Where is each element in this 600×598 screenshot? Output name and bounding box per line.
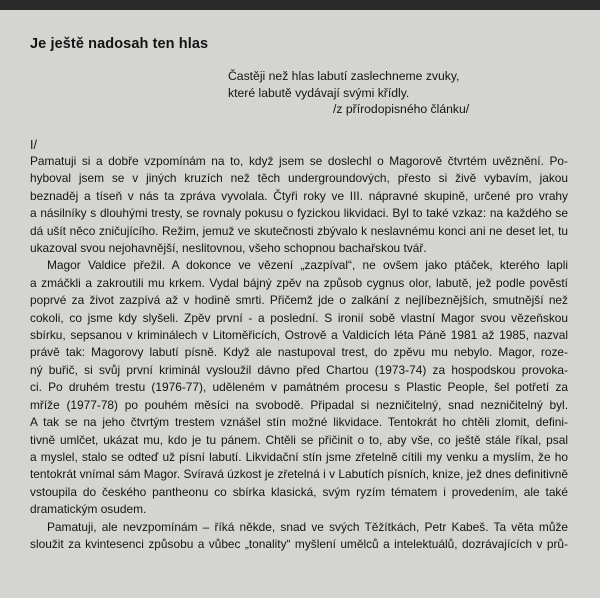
text-line: dramatickým osudem. (30, 502, 147, 517)
paragraph (30, 257, 568, 518)
text-line: tentokrát vnímal sám Magor. Svíravá úzkost je zřetelná i v Labutích písních, knize, jež dnes definitivně (30, 467, 568, 482)
text-line: právě tak: Magorovy labutí písně. Když ale nastupoval trest, do zpěvu mu nebylo. Magor, roze- (30, 345, 568, 360)
text-line: Magor Valdice přežil. A dokonce ve vězení „zazpíval“, ne ovšem jako ptáček, kterého lapli (47, 258, 568, 273)
text-line: tivně umlčet, ukázat mu, kdo je tu pánem. Chtěli se přičinit o to, aby vše, co ještě stále říkal, psal (30, 432, 568, 447)
text-line: ukazoval svou nejohavnější, neslitovnou, všeho schopnou bachařskou tvář. (30, 241, 427, 256)
text-line: hyboval jsem se v jiných kruzích než těch undergroundových, přesto si živě vybavím, jakou (30, 171, 568, 186)
text-line: A tak se na jeho čtvrtým trestem vznášel stín možné likvidace. Tentokrát ho chtěli zlomit, defini- (30, 415, 568, 430)
text-line: mříže (1977-78) po pouhém měsíci na svobodě. Připadal si nezničitelný, snad nezničitelný byl. (30, 397, 568, 412)
text-line: ci. Po druhém trestu (1976-77), uděleném v památném procesu s Plastic People, šel potřetí za (30, 380, 568, 395)
motto-line: které labutě vydávají svými křídly. (228, 85, 410, 100)
text-line: vstoupila do českého pantheonu co sbírka klasická, svým ryzím tématem i provedením, ale také (30, 484, 568, 499)
text-line: cokoli, co jsme kdy slyšeli. Zpěv první - a poslední. S ironií sobě vlastní Magor svou vězeňskou (30, 310, 568, 325)
body-text (30, 153, 568, 553)
section-number: I/ (30, 138, 37, 152)
text-line: poprvé za život zazpívá až v hodině smrti. Přičemž jde o zalkání z nejlíbeznějších, smutnější než (30, 293, 568, 308)
text-line: a násilníky s dlouhými tresty, se rovnaly pokusu o fyzickou likvidaci. Byl to také vzkaz: na každého se (30, 206, 568, 221)
text-line: sbírku, sepsanou v kriminálech v Litoměřicích, Ostrově a Valdicích léta Páně 1981 až 1985, nazval (30, 328, 568, 343)
text-line: Pamatuji si a dobře vzpomínám na to, když jsem se doslechl o Magorově čtvrtém uvěznění. Po- (30, 154, 568, 168)
text-line: beznaděj a tíseň v nás ta zpráva vyvolala. Čtyři roky ve III. nápravné skupině, určené pro vrahy (30, 188, 568, 203)
motto-line: Častěji než hlas labutí zaslechneme zvuky, (228, 69, 460, 83)
text-line: sloužit za kvintesenci způsobu a vůbec „tonality“ myšlení umělců a intelektuálů, dozrávajících v prů- (30, 536, 568, 551)
paragraph (30, 153, 568, 257)
motto-epigraph (228, 68, 528, 118)
paragraph (30, 519, 568, 554)
text-line: ný buřič, si svůj první kriminál vysloužil dávno před Chartou (1973-74) za hospodskou provoka- (30, 362, 568, 377)
text-line: a myslel, stalo se odteď už písní labutí. Likvidační stín jsme zřetelně cítili my venku a myslím, že ho (30, 449, 568, 464)
text-line: dá ušít něco zničujícího. Režim, jemuž ve skutečnosti zbývalo k neslavnému konci ani ne deset let, tu (30, 223, 568, 238)
page-title: Je ještě nadosah ten hlas (30, 36, 209, 52)
text-line: Pamatuji, ale nevzpomínám – říká někde, snad ve svých Těžítkách, Petr Kabeš. Ta věta může (47, 519, 568, 534)
motto-source: /z přírodopisného článku/ (333, 102, 470, 116)
text-line: a zmáčkli a zakroutili mu krkem. Vydal bájný zpěv na způsob cygnus olor, labutě, jež podle pověstí (30, 275, 568, 290)
